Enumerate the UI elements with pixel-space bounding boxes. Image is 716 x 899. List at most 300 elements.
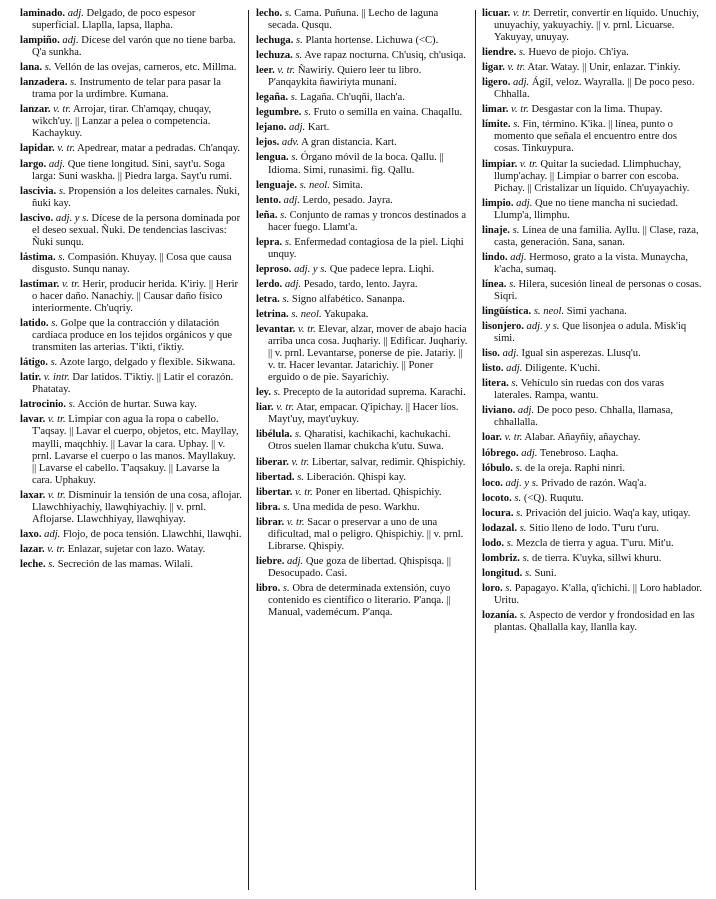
dictionary-entry — [20, 529, 242, 541]
dictionary-entry — [256, 517, 468, 553]
entry-definition: de tierra. K'uyka, sillwi khuru. — [532, 552, 662, 564]
entry-headword: laxo. — [20, 528, 42, 540]
dictionary-entry — [256, 472, 468, 484]
entry-headword: levantar. — [256, 324, 296, 336]
entry-headword: libra. — [256, 501, 281, 513]
entry-headword: lozanía. — [482, 610, 518, 622]
entry-grammar: s. — [282, 293, 290, 305]
dictionary-entry — [482, 47, 704, 59]
entry-definition: Flojo, de poca tensión. Llawchhi, llawqhi. — [62, 528, 242, 540]
dictionary-entry — [20, 77, 242, 101]
dictionary-entry — [482, 225, 704, 249]
entry-definition: Tenebroso. Laqha. — [539, 447, 619, 459]
dictionary-entry — [20, 159, 242, 183]
entry-headword: lingüística. — [482, 306, 532, 318]
entry-grammar: s. — [273, 387, 281, 399]
entry-definition: Ñawiriy. Quiero leer tu libro. P'anqaykita ñawiriyta munani. — [268, 65, 422, 89]
dictionary-entry — [482, 568, 704, 580]
entry-definition: Conjunto de ramas y troncos destinados a hacer fuego. Llamt'a. — [268, 209, 467, 233]
entry-definition: Liberación. Qhispi kay. — [306, 471, 406, 483]
dictionary-entry — [482, 104, 704, 116]
dictionary-entry — [482, 119, 704, 155]
dictionary-entry — [482, 62, 704, 74]
dictionary-entry — [20, 8, 242, 32]
dictionary-entry — [482, 508, 704, 520]
dictionary-entry — [482, 493, 704, 505]
dictionary-entry — [256, 152, 468, 176]
dictionary-entry — [482, 252, 704, 276]
entry-definition: Simita. — [332, 179, 363, 191]
entry-headword: lascivo. — [20, 212, 54, 224]
dictionary-entry — [256, 279, 468, 291]
entry-definition: Quitar la suciedad. Llimphuchay, llump'achay. || Limpiar o barrer con escoba. Pichay. || Cristalizar un líquido. Ch'uyayachiy. — [494, 158, 690, 194]
dictionary-entry — [256, 264, 468, 276]
entry-definition: Acción de hurtar. Suwa kay. — [77, 399, 197, 411]
entry-headword: lástima. — [20, 251, 56, 263]
entry-definition: Suni. — [534, 567, 557, 579]
entry-grammar: adj. — [506, 363, 523, 375]
entry-headword: legumbre. — [256, 107, 302, 119]
dictionary-entry — [256, 502, 468, 514]
entry-grammar: s. — [522, 552, 530, 564]
dictionary-entry — [256, 294, 468, 306]
entry-headword: lampiño. — [20, 35, 60, 47]
entry-grammar: adj. — [284, 278, 302, 290]
entry-headword: latido. — [20, 318, 49, 330]
dictionary-entry — [482, 463, 704, 475]
entry-definition: Herir, producir herida. K'iriy. || Herir o hacer daño. Nanachiy. || Causar daño físico interiormente. Ch'uqriy. — [32, 278, 239, 315]
entry-grammar: v. tr. — [286, 516, 305, 528]
entry-definition: Yakupaka. — [323, 308, 369, 320]
entry-grammar: adj. y s. — [294, 263, 328, 275]
entry-definition: Igual sin asperezas. Llusq'u. — [521, 348, 641, 360]
entry-headword: letrina. — [256, 308, 289, 320]
dictionary-entry — [20, 35, 242, 59]
dictionary-entry — [20, 213, 242, 249]
dictionary-entry — [482, 198, 704, 222]
entry-definition: Atar. Watay. || Unir, enlazar. T'inkiy. — [527, 62, 681, 74]
entry-grammar: s. — [304, 107, 311, 119]
entry-headword: lavar. — [20, 414, 46, 426]
entry-grammar: s. — [513, 119, 520, 131]
entry-headword: liso. — [482, 348, 500, 360]
dictionary-entry — [256, 107, 468, 119]
dictionary-entry — [482, 405, 704, 429]
entry-grammar: s. — [525, 567, 532, 579]
entry-definition: Hilera, sucesión lineal de personas o cosas. Siqri. — [494, 278, 702, 302]
dictionary-entry — [256, 487, 468, 499]
entry-grammar: adj. — [513, 77, 530, 89]
entry-grammar: s. — [283, 501, 290, 513]
entry-definition: Alabar. Añayñiy, añaychay. — [524, 432, 641, 444]
entry-headword: librar. — [256, 516, 285, 528]
entry-definition: Que tiene longitud. Sini, sayt'u. Soga larga: Suni waskha. || Piedra larga. Sayt'u rumi. — [32, 158, 232, 182]
dictionary-entry — [20, 252, 242, 276]
entry-grammar: v. tr. — [512, 8, 531, 19]
dictionary-entry — [256, 429, 468, 453]
entry-grammar: s. neol. — [299, 179, 330, 191]
entry-definition: Desgastar con la lima. Thupay. — [531, 104, 663, 116]
entry-grammar: s. — [505, 582, 513, 594]
entry-grammar: adj. — [62, 35, 79, 47]
dictionary-entry — [20, 559, 242, 571]
entry-grammar: adj. — [517, 405, 535, 417]
entry-headword: liebre. — [256, 555, 285, 567]
entry-definition: Obra de determinada extensión, cuyo contenido es científico o literario. P'anqa. || Manual, vademécum. P'anqa. — [268, 582, 451, 619]
entry-grammar: adj. — [288, 122, 306, 134]
entry-definition: Libertar, salvar, redimir. Qhispichiy. — [311, 456, 466, 468]
entry-grammar: s. — [58, 251, 66, 263]
entry-grammar: s. — [51, 318, 58, 330]
dictionary-entry — [256, 195, 468, 207]
entry-headword: loro. — [482, 582, 503, 594]
entry-headword: lerdo. — [256, 278, 283, 290]
entry-headword: lazar. — [20, 543, 45, 555]
dictionary-entry — [482, 159, 704, 195]
dictionary-entry — [256, 122, 468, 134]
dictionary-entry — [482, 348, 704, 360]
entry-grammar: v. tr. — [47, 489, 66, 501]
entry-definition: Enfermedad contagiosa de la piel. Liqhi unquy. — [268, 236, 464, 260]
entry-grammar: s. — [48, 558, 56, 570]
entry-headword: lejano. — [256, 122, 287, 134]
entry-definition: Planta hortense. Lichuwa (<C). — [305, 35, 439, 47]
dictionary-entry — [20, 62, 242, 74]
entry-definition: Que goza de libertad. Qhispisqa. || Desocupado. Casi. — [268, 555, 452, 579]
entry-headword: ley. — [256, 387, 272, 399]
dictionary-entry — [256, 8, 468, 32]
entry-definition: Signo alfabético. Sananpa. — [291, 293, 405, 305]
entry-headword: leche. — [20, 558, 46, 570]
entry-headword: lastimar. — [20, 278, 60, 290]
entry-grammar: s. neol. — [533, 306, 565, 318]
entry-grammar: adv. — [281, 137, 300, 149]
entry-definition: Hermoso, grato a la vista. Munaycha, k'acha, sumaq. — [494, 251, 688, 275]
entry-grammar: s. — [58, 185, 66, 197]
entry-definition: Elevar, alzar, mover de abajo hacia arriba unca cosa. Juqhariy. || Edificar. Juqhariy. || v. prnl. Levantarse, ponerse de pie. Jatariy. || v. tr. Hacer levantar. Jatarichiy. || Poner erguido o de pie. Sayarichiy. — [268, 324, 468, 384]
entry-headword: licuar. — [482, 8, 511, 19]
entry-headword: loar. — [482, 432, 502, 444]
entry-definition: Dícese del varón que no tiene barba. Q'a sunkha. — [32, 35, 236, 59]
entry-headword: largo. — [20, 158, 47, 170]
entry-headword: liberar. — [256, 456, 289, 468]
entry-headword: límite. — [482, 119, 511, 131]
entry-grammar: s. — [516, 507, 523, 519]
column-divider — [248, 10, 249, 890]
column-3 — [482, 8, 704, 637]
entry-definition: Arrojar, tirar. Ch'amqay, chuqay, wikch'uy. || Lanzar a pelea o competencia. Kachaykuy. — [32, 104, 212, 140]
dictionary-entry — [482, 306, 704, 318]
dictionary-entry — [20, 414, 242, 486]
entry-grammar: v. tr. — [47, 543, 66, 555]
entry-headword: lodazal. — [482, 522, 518, 534]
entry-headword: línea. — [482, 278, 507, 290]
entry-headword: liviano. — [482, 405, 516, 417]
entry-definition: Lerdo, pesado. Jayra. — [302, 194, 393, 206]
entry-grammar: s. — [515, 462, 523, 474]
dictionary-entry — [256, 402, 468, 426]
entry-headword: limar. — [482, 104, 509, 116]
entry-definition: Lagaña. Ch'uqñi, llach'a. — [300, 92, 405, 104]
entry-definition: Una medida de peso. Warkhu. — [292, 501, 420, 513]
dictionary-entry — [482, 538, 704, 550]
entry-grammar: v. tr. — [53, 104, 71, 116]
entry-definition: Vehículo sin ruedas con dos varas laterales. Rampa, wantu. — [494, 378, 664, 402]
dictionary-entry — [20, 490, 242, 526]
entry-definition: Disminuir la tensión de una cosa, aflojar. Llawchhiyachiy, llawqhiyachiy. || v. prnl. Aflojarse. Llawchhiyay, llawqhiyay. — [32, 489, 242, 525]
entry-definition: Que padece lepra. Liqhi. — [329, 263, 435, 275]
dictionary-entry — [256, 180, 468, 192]
entry-definition: Azote largo, delgado y flexible. Sikwana. — [59, 357, 236, 369]
entry-headword: lechuza. — [256, 50, 293, 62]
dictionary-entry — [256, 137, 468, 149]
dictionary-entry — [256, 583, 468, 619]
entry-definition: Compasión. Khuyay. || Cosa que causa disgusto. Sunqu nanay. — [32, 251, 232, 275]
entry-headword: longitud. — [482, 567, 523, 579]
entry-definition: Diligente. K'uchi. — [524, 363, 601, 375]
entry-grammar: adj. — [521, 447, 538, 459]
entry-definition: Que lisonjea o adula. Misk'iq simi. — [494, 321, 687, 345]
entry-definition: Cama. Puñuna. || Lecho de laguna secada. Qusqu. — [268, 8, 439, 32]
entry-headword: laxar. — [20, 489, 46, 501]
entry-grammar: s. — [290, 92, 298, 104]
entry-grammar: s. — [70, 77, 77, 89]
dictionary-entry — [482, 378, 704, 402]
entry-grammar: adj. — [516, 197, 533, 209]
entry-definition: Kart. — [307, 122, 330, 134]
entry-definition: De poco peso. Chhalla, llamasa, chhallalla. — [494, 405, 673, 429]
entry-grammar: s. — [297, 471, 304, 483]
entry-definition: Privado de razón. Waq'a. — [541, 477, 647, 489]
entry-headword: lisonjero. — [482, 321, 524, 333]
dictionary-entry — [482, 610, 704, 634]
entry-definition: Mezcla de tierra y agua. T'uru. Mit'u. — [516, 537, 674, 549]
entry-headword: lengua. — [256, 152, 289, 164]
entry-grammar: v. tr. — [519, 158, 538, 170]
entry-grammar: s. — [296, 35, 303, 47]
entry-headword: lóbulo. — [482, 462, 513, 474]
entry-definition: Sitio lleno de lodo. T'uru t'uru. — [529, 522, 659, 534]
entry-grammar: v. tr. — [504, 432, 523, 444]
entry-grammar: v. tr. — [276, 402, 294, 414]
entry-grammar: v. tr. — [295, 486, 313, 498]
entry-definition: Precepto de la autoridad suprema. Karachi. — [283, 387, 466, 399]
entry-grammar: s. — [284, 8, 292, 19]
dictionary-entry — [256, 324, 468, 384]
entry-grammar: s. — [291, 152, 299, 164]
entry-headword: latrocinio. — [20, 399, 67, 411]
entry-headword: látigo. — [20, 357, 48, 369]
dictionary-entry — [256, 50, 468, 62]
dictionary-entry — [482, 432, 704, 444]
entry-grammar: adj. y s. — [505, 477, 539, 489]
dictionary-entry — [482, 448, 704, 460]
dictionary-entry — [482, 553, 704, 565]
entry-headword: lana. — [20, 62, 43, 74]
entry-definition: Limpiar con agua la ropa o cabello. T'aqsay. || Lavar el cuerpo, objetos, etc. Mayllay, maylli, maqchhiy. || Lavar la cara. Uphay. || v. prnl. Lavarse el cuerpo o las manos. Mayllakuy. || Lavarse el cabello. T'aqsakuy. || Lavarse la cara. Uphakuy. — [32, 414, 239, 486]
dictionary-entry — [256, 92, 468, 104]
entry-headword: lepra. — [256, 236, 283, 248]
entry-grammar: s. — [509, 278, 516, 290]
entry-grammar: v. tr. — [511, 104, 529, 116]
entry-definition: Sacar o preservar a uno de una dificultad, mal o peligro. Qhispichiy. || v. prnl. Librarse. Qhispiy. — [268, 516, 464, 552]
entry-headword: leproso. — [256, 263, 292, 275]
dictionary-entry — [256, 237, 468, 261]
entry-headword: libertad. — [256, 471, 295, 483]
entry-grammar: adj. — [67, 8, 84, 19]
entry-definition: Vellón de las ovejas, carneros, etc. Millma. — [53, 62, 237, 74]
entry-grammar: v. tr. — [507, 62, 526, 74]
dictionary-entry — [482, 523, 704, 535]
entry-definition: Papagayo. K'alla, q'ichichi. || Loro hablador. Uritu. — [494, 582, 703, 606]
entry-headword: litera. — [482, 378, 509, 390]
entry-definition: Que no tiene mancha ni suciedad. Llump'a, llimphu. — [494, 197, 678, 221]
entry-headword: lascivia. — [20, 185, 57, 197]
entry-grammar: s. — [282, 582, 290, 594]
entry-headword: lombriz. — [482, 552, 520, 564]
entry-headword: ligar. — [482, 62, 505, 74]
entry-grammar: s. — [519, 522, 527, 534]
entry-headword: lodo. — [482, 537, 505, 549]
entry-headword: latir. — [20, 372, 42, 384]
entry-definition: Instrumento de telar para pasar la trama por la urdimbre. Kumana. — [32, 77, 221, 101]
entry-definition: Enlazar, sujetar con lazo. Watay. — [67, 543, 206, 555]
entry-headword: leer. — [256, 65, 275, 77]
entry-headword: lechuga. — [256, 35, 294, 47]
entry-grammar: s. — [518, 47, 526, 59]
entry-grammar: v. tr. — [298, 324, 316, 336]
entry-grammar: v. tr. — [62, 278, 80, 290]
entry-grammar: s. — [44, 62, 52, 74]
entry-headword: limpiar. — [482, 158, 518, 170]
entry-grammar: s. — [50, 357, 58, 369]
entry-headword: linaje. — [482, 224, 510, 236]
entry-grammar: s. — [506, 537, 514, 549]
entry-grammar: v. tr. — [277, 65, 296, 77]
entry-grammar: s. — [511, 378, 519, 390]
entry-headword: liendre. — [482, 47, 517, 59]
entry-definition: Aspecto de verdor y frondosidad en las plantas. Qhallalla kay, llanlla kay. — [494, 610, 695, 634]
dictionary-entry — [482, 321, 704, 345]
dictionary-entry — [20, 318, 242, 354]
entry-headword: lecho. — [256, 8, 283, 19]
entry-headword: legaña. — [256, 92, 289, 104]
entry-grammar: s. — [514, 492, 522, 504]
entry-definition: Fruto o semilla en vaina. Chaqallu. — [313, 107, 463, 119]
dictionary-entry — [482, 279, 704, 303]
dictionary-entry — [256, 457, 468, 469]
dictionary-entry — [20, 372, 242, 396]
dictionary-entry — [482, 583, 704, 607]
dictionary-entry — [482, 8, 704, 44]
entry-grammar: s. — [295, 50, 303, 62]
dictionary-entry — [482, 363, 704, 375]
entry-definition: Atar, empacar. Q'ipichay. || Hacer líos. Mayt'uy, mayt'uykuy. — [268, 402, 459, 426]
entry-grammar: adj. y s. — [526, 321, 560, 333]
entry-definition: Golpe que la contracción y dilatación cardíaca produce en los tejidos orgánicos y que transmiten las arterias. T'ikti, t'iktiy. — [32, 318, 233, 354]
entry-headword: libertar. — [256, 486, 293, 498]
entry-headword: lapidar. — [20, 143, 55, 155]
entry-definition: Dícese de la persona dominada por el deseo sexual. Ñuki. De tendencias lascivas: Ñuki sunqu. — [32, 212, 241, 248]
entry-definition: Órgano móvil de la boca. Qallu. || Idioma. Simi, runasimi. fig. Qallu. — [268, 152, 444, 176]
entry-grammar: s. — [294, 429, 302, 441]
entry-definition: Huevo de piojo. Ch'iya. — [528, 47, 629, 59]
dictionary-entry — [256, 556, 468, 580]
dictionary-entry — [20, 186, 242, 210]
entry-definition: Ágil, veloz. Wayralla. || De poco peso. Chhalla. — [494, 77, 695, 101]
entry-grammar: s. — [68, 399, 76, 411]
dictionary-entry — [256, 65, 468, 89]
entry-headword: leña. — [256, 209, 278, 221]
entry-definition: (<Q). Ruqutu. — [523, 492, 584, 504]
entry-headword: lento. — [256, 194, 282, 206]
entry-definition: Qharatisi, kachikachi, kachukachi. Otros suelen llamar chukcha k'utu. Suwa. — [268, 429, 451, 453]
entry-definition: Privación del juicio. Waq'a kay, utiqay. — [525, 507, 691, 519]
entry-headword: lindo. — [482, 251, 508, 263]
entry-grammar: v. tr. — [57, 143, 76, 155]
entry-grammar: adj. — [44, 528, 61, 540]
entry-definition: Propensión a los deleites carnales. Ñuki, ñuki kay. — [32, 185, 240, 209]
dictionary-entry — [256, 35, 468, 47]
entry-headword: locura. — [482, 507, 514, 519]
column-2 — [256, 8, 468, 622]
dictionary-entry — [20, 104, 242, 140]
entry-headword: liar. — [256, 402, 274, 414]
entry-headword: letra. — [256, 293, 280, 305]
dictionary-entry — [20, 399, 242, 411]
entry-headword: libro. — [256, 582, 281, 594]
dictionary-entry — [20, 143, 242, 155]
entry-grammar: v. intr. — [43, 372, 70, 384]
entry-headword: listo. — [482, 363, 504, 375]
entry-definition: Apedrear, matar a pedradas. Ch'anqay. — [77, 143, 241, 155]
dictionary-entry — [256, 387, 468, 399]
entry-definition: de la oreja. Raphi ninri. — [525, 462, 626, 474]
entry-grammar: adj. — [287, 555, 304, 567]
entry-definition: Fin, término. K'ika. || línea, punto o momento que señala el encuentro entre dos cosas. Tinkuypura. — [494, 119, 677, 155]
entry-headword: lenguaje. — [256, 179, 297, 191]
entry-definition: Dar latidos. T'iktiy. || Latir el corazón. Phatatay. — [32, 372, 234, 396]
entry-grammar: s. — [519, 610, 527, 622]
entry-grammar: adj. — [283, 194, 300, 206]
dictionary-entry — [20, 544, 242, 556]
entry-headword: limpio. — [482, 197, 514, 209]
entry-grammar: s. — [280, 209, 287, 221]
entry-headword: lanzadera. — [20, 77, 68, 89]
entry-headword: loco. — [482, 477, 503, 489]
entry-grammar: s. neol. — [291, 308, 322, 320]
dictionary-entry — [256, 309, 468, 321]
entry-grammar: adj. — [48, 158, 66, 170]
entry-headword: lejos. — [256, 137, 280, 149]
entry-definition: Derretir, convertir en líquido. Unuchiy, unuyachiy, yakuyachiy. || v. prnl. Licuarse. Yakuyay, unuyay. — [494, 8, 699, 44]
entry-headword: lóbrego. — [482, 447, 519, 459]
entry-headword: laminado. — [20, 8, 66, 19]
entry-definition: A gran distancia. Kart. — [301, 137, 397, 149]
dictionary-entry — [20, 279, 242, 315]
entry-grammar: v. tr. — [47, 414, 66, 426]
dictionary-entry — [482, 77, 704, 101]
entry-definition: Ave rapaz nocturna. Ch'usiq, ch'usiqa. — [304, 50, 466, 62]
entry-definition: Delgado, de poco espesor superficial. Llaplla, lapsa, llapha. — [32, 8, 196, 32]
entry-grammar: adj. y s. — [55, 212, 89, 224]
entry-headword: libélula. — [256, 429, 293, 441]
entry-grammar: adj. — [502, 348, 519, 360]
dictionary-entry — [20, 357, 242, 369]
entry-definition: Poner en libertad. Qhispichiy. — [315, 486, 442, 498]
entry-headword: ligero. — [482, 77, 511, 89]
entry-headword: lanzar. — [20, 104, 51, 116]
